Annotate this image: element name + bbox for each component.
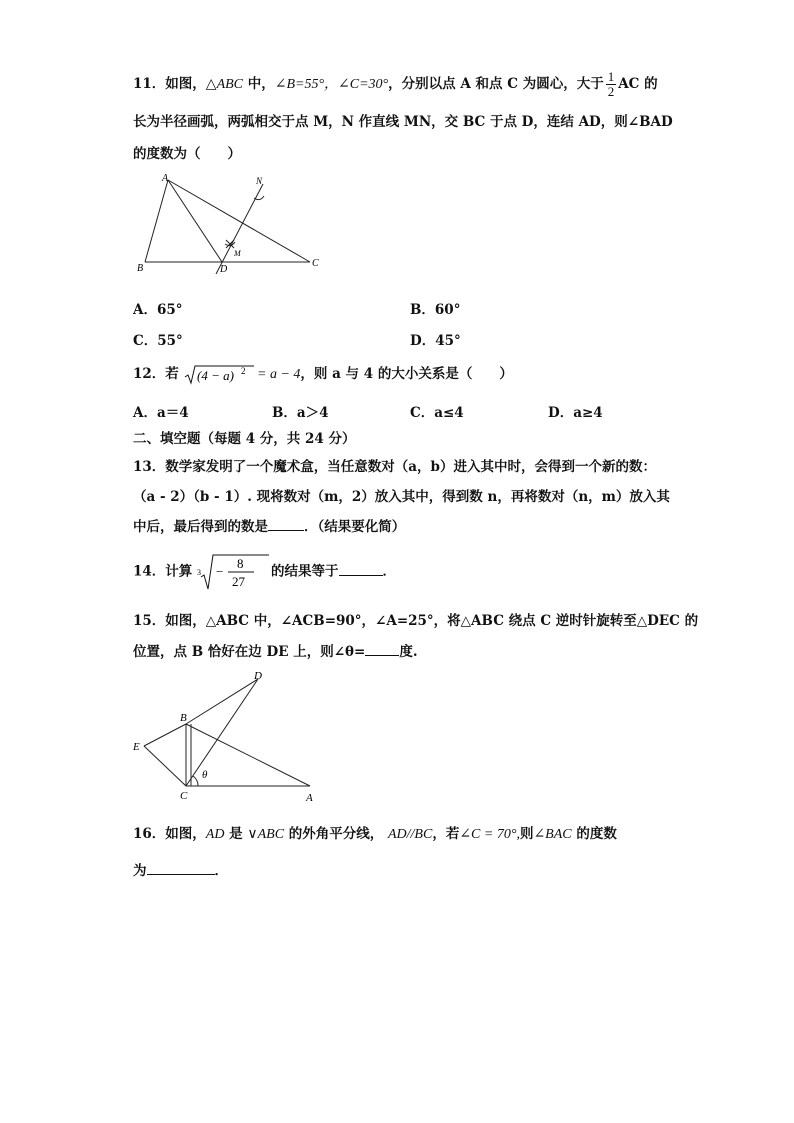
q15-line2 — [133, 640, 418, 660]
q12-option-d: D．a≥4 — [548, 405, 603, 421]
q15-text: 位置，点 B 恰好在边 DE 上，则∠θ= — [133, 644, 366, 660]
answer-blank[interactable] — [147, 862, 215, 875]
q13-line2: （a - 2）（b - 1）. 现将数对（m，2）放入其中，得到数 n，再将数对（n，m）放入其 — [133, 489, 670, 505]
q11-text: 中， — [243, 76, 275, 92]
q11-text: 11．如图， — [133, 76, 206, 92]
label-D: D — [220, 264, 228, 275]
fraction-numerator: 1 — [607, 69, 615, 84]
q11-line3: 的度数为（ ） — [133, 146, 241, 162]
q16-line2 — [133, 859, 228, 879]
q16-condition: ∠C = 70°, — [459, 827, 520, 842]
q16-text: 的度数 — [571, 826, 617, 842]
q11-fraction — [606, 70, 617, 99]
segment-EB — [144, 724, 186, 746]
q13-text: ．（结果要化简） — [304, 519, 406, 535]
q16-text: 16．如图， — [133, 826, 206, 842]
q11-figure — [130, 170, 330, 280]
q15-figure — [130, 666, 325, 806]
q16-text: ，若 — [432, 826, 460, 842]
root-index: 3 — [197, 568, 201, 577]
q11-option-a: A．65° — [133, 302, 183, 318]
q12-option-b: B．a＞4 — [272, 405, 329, 421]
q11-text: AC 的 — [618, 76, 658, 92]
segment-AD — [168, 180, 222, 262]
q16-triangle: ∨ABC — [247, 827, 285, 842]
q14-text: 的结果等于 — [271, 563, 339, 580]
q15-line1: 15．如图，△ABC 中，∠ACB=90°，∠A=25°，将△ABC 绕点 C 逆时针旋转至△DEC 的 — [133, 613, 699, 629]
segment-CD — [186, 679, 258, 786]
q14-denominator: 27 — [232, 574, 245, 589]
q14-text: ． — [382, 563, 396, 580]
q16-parallel: AD//BC — [387, 827, 433, 842]
label-A: A — [162, 173, 169, 184]
answer-blank[interactable] — [268, 518, 304, 531]
q16-angle: ∠BAC — [533, 827, 572, 842]
q11-triangle: △ABC — [205, 77, 244, 92]
label-C: C — [312, 258, 319, 269]
q16-text: 则 — [519, 826, 534, 842]
answer-blank[interactable] — [339, 563, 383, 576]
q16-text: 是 — [224, 826, 248, 842]
q11-line2: 长为半径画弧，两弧相交于点 M，N 作直线 MN，交 BC 于点 D，连结 AD，则∠BAD — [133, 114, 673, 130]
q11-option-d: D．45° — [410, 333, 461, 349]
segment-AB — [145, 180, 168, 262]
label-C: C — [180, 790, 188, 802]
answer-blank[interactable] — [365, 643, 399, 656]
label-B: B — [180, 712, 187, 724]
q12-text: ，则 a 与 4 的大小关系是（ ） — [300, 366, 513, 382]
q11-line1 — [133, 70, 658, 99]
q14-text: 14．计算 — [133, 563, 193, 580]
segment-BD — [186, 679, 258, 724]
q13-line1: 13．数学家发明了一个魔术盒，当任意数对（a，b）进入其中时，会得到一个新的数： — [133, 459, 656, 475]
q12-radicand: (4 − a) — [196, 367, 234, 383]
q12-line — [133, 362, 513, 386]
q16-line1 — [133, 822, 617, 843]
q13-text: 中后，最后得到的数是 — [133, 519, 268, 535]
q11-text: ，分别以点 A 和点 C 为圆心，大于 — [388, 76, 604, 92]
label-theta: θ — [202, 769, 208, 781]
q12-text: 12．若 — [133, 366, 179, 382]
q14-line — [133, 553, 396, 591]
q14-sign: − — [216, 564, 224, 579]
q12-exponent: 2 — [240, 365, 245, 376]
q12-rhs: = a − 4 — [253, 367, 301, 382]
label-N: N — [256, 176, 263, 186]
label-E: E — [133, 741, 140, 753]
label-A: A — [306, 792, 313, 804]
q12-option-a: A．a＝4 — [133, 405, 189, 421]
q11-angles: ∠B=55°，∠C=30° — [274, 77, 389, 92]
q16-text: 为 — [133, 863, 147, 879]
q16-ad: AD — [205, 827, 225, 842]
q11-option-b: B．60° — [410, 302, 461, 318]
q13-line3 — [133, 515, 405, 535]
q16-text: 的外角平分线， — [284, 826, 388, 842]
q12-option-c: C．a≤4 — [410, 405, 464, 421]
q16-text: ． — [214, 863, 228, 879]
q14-cube-root — [197, 553, 271, 591]
line-MN — [216, 184, 263, 274]
label-B: B — [137, 263, 144, 274]
segment-EC — [144, 746, 186, 786]
section-heading: 二、填空题（每题 4 分，共 24 分） — [133, 431, 356, 447]
q14-numerator: 8 — [237, 556, 244, 571]
label-D: D — [254, 670, 262, 682]
fraction-denominator: 2 — [607, 84, 615, 99]
q15-text: 度. — [399, 644, 418, 660]
angle-theta-arc — [193, 776, 198, 786]
q11-option-c: C．55° — [133, 333, 183, 349]
q12-sqrt — [184, 364, 254, 386]
label-M: M — [234, 249, 241, 258]
